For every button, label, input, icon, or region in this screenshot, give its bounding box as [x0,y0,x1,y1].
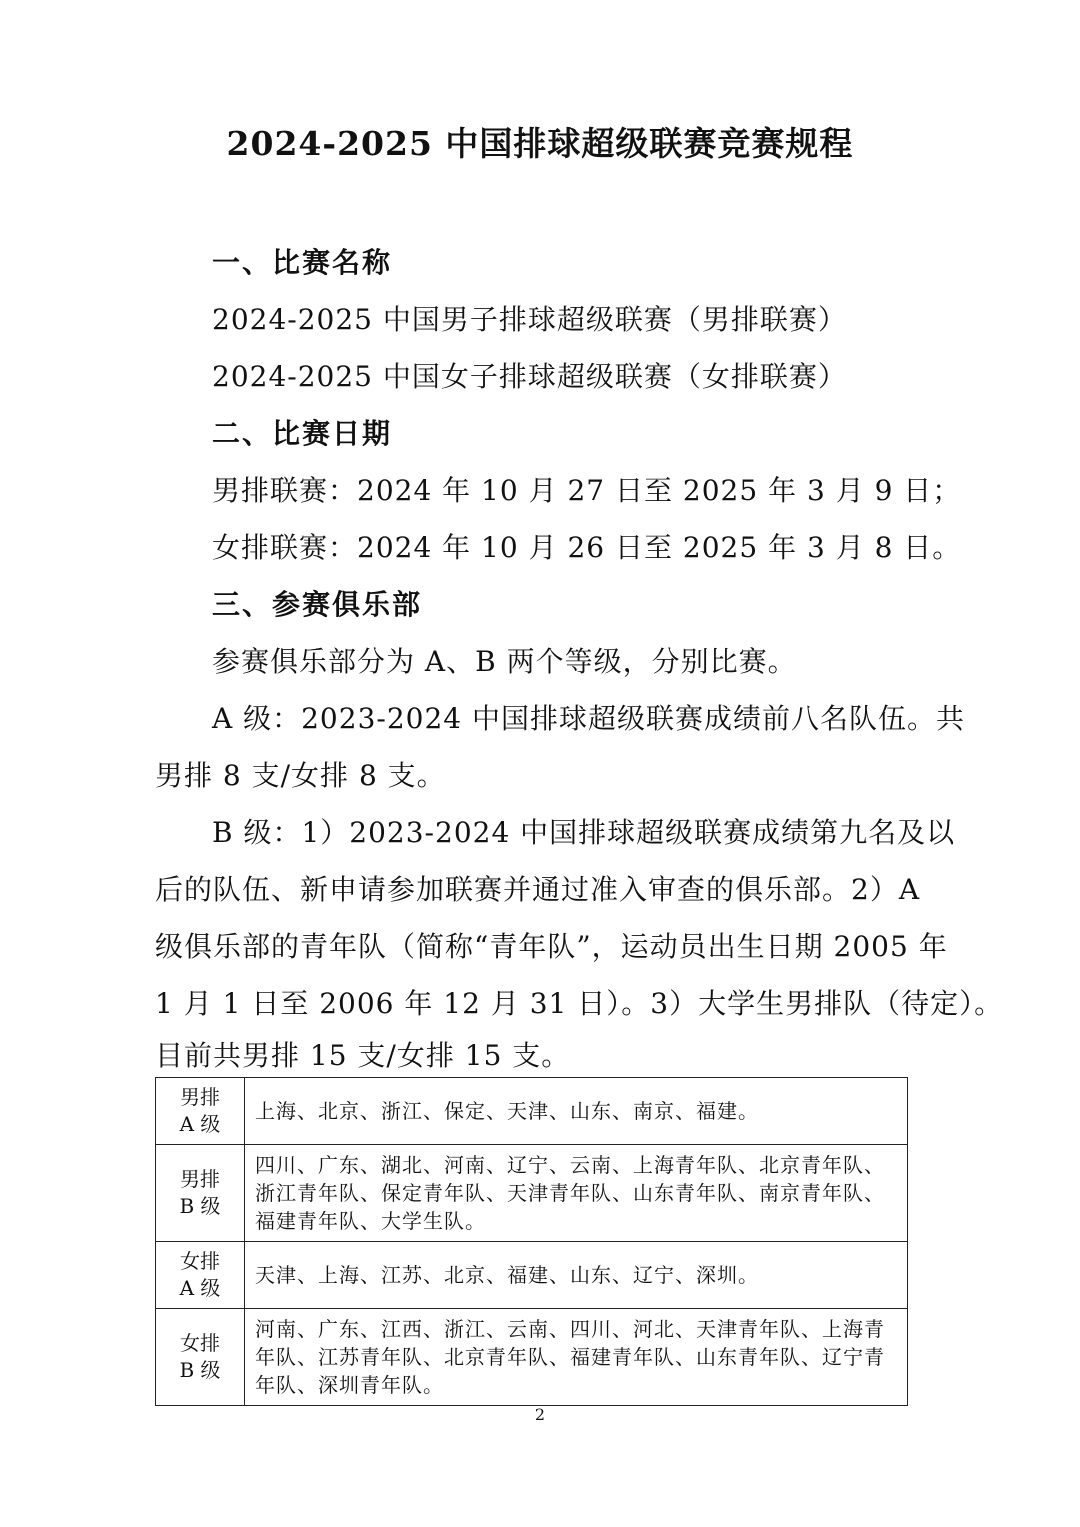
paragraph-line: 后的队伍、新申请参加联赛并通过准入审查的俱乐部。2）A [155,873,921,906]
table-row [156,1242,908,1309]
table-row-label [156,1078,245,1145]
table-row-teams: 天津、上海、江苏、北京、福建、山东、辽宁、深圳。 [245,1242,908,1309]
paragraph-line: B 级：1）2023-2024 中国排球超级联赛成绩第九名及以 [212,816,956,849]
label-level: A 级 [179,1276,221,1300]
table-row [156,1145,908,1242]
paragraph-line: 1 月 1 日至 2006 年 12 月 31 日）。3）大学生男排队（待定）。 [155,987,1004,1020]
table-row [156,1309,908,1406]
section-heading-name: 一、比赛名称 [212,246,393,279]
table-row-teams: 河南、广东、江西、浙江、云南、四川、河北、天津青年队、上海青年队、江苏青年队、北京青年队、福建青年队、山东青年队、辽宁青年队、深圳青年队。 [245,1309,908,1406]
label-gender: 女排 [180,1249,220,1273]
paragraph-line: 2024-2025 中国男子排球超级联赛（男排联赛） [212,303,847,336]
label-level: B 级 [179,1194,221,1218]
paragraph-line: 女排联赛：2024 年 10 月 26 日至 2025 年 3 月 8 日。 [212,531,962,564]
paragraph-line: 2024-2025 中国女子排球超级联赛（女排联赛） [212,360,847,393]
table-row-teams: 上海、北京、浙江、保定、天津、山东、南京、福建。 [245,1078,908,1145]
table-row [156,1078,908,1145]
paragraph-line: A 级：2023-2024 中国排球超级联赛成绩前八名队伍。共 [212,702,966,735]
paragraph-line: 男排 8 支/女排 8 支。 [155,759,446,792]
paragraph-line: 男排联赛：2024 年 10 月 27 日至 2025 年 3 月 9 日； [212,474,962,507]
label-level: A 级 [179,1112,221,1136]
table-row-label [156,1309,245,1406]
table-row-label [156,1145,245,1242]
label-gender: 男排 [180,1167,220,1191]
table-row-label [156,1242,245,1309]
paragraph-line: 参赛俱乐部分为 A、B 两个等级，分别比赛。 [212,645,797,678]
label-level: B 级 [179,1358,221,1382]
section-heading-dates: 二、比赛日期 [212,417,393,450]
teams-table [155,1077,908,1406]
label-gender: 女排 [180,1331,220,1355]
paragraph-line: 级俱乐部的青年队（简称“青年队”，运动员出生日期 2005 年 [155,930,948,963]
table-row-teams: 四川、广东、湖北、河南、辽宁、云南、上海青年队、北京青年队、浙江青年队、保定青年队、天津青年队、山东青年队、南京青年队、福建青年队、大学生队。 [245,1145,908,1242]
paragraph-line: 目前共男排 15 支/女排 15 支。 [155,1039,571,1072]
section-heading-clubs: 三、参赛俱乐部 [212,588,423,621]
page-number: 2 [534,1405,546,1424]
label-gender: 男排 [180,1085,220,1109]
document-title: 2024-2025 中国排球超级联赛竞赛规程 [226,124,854,163]
